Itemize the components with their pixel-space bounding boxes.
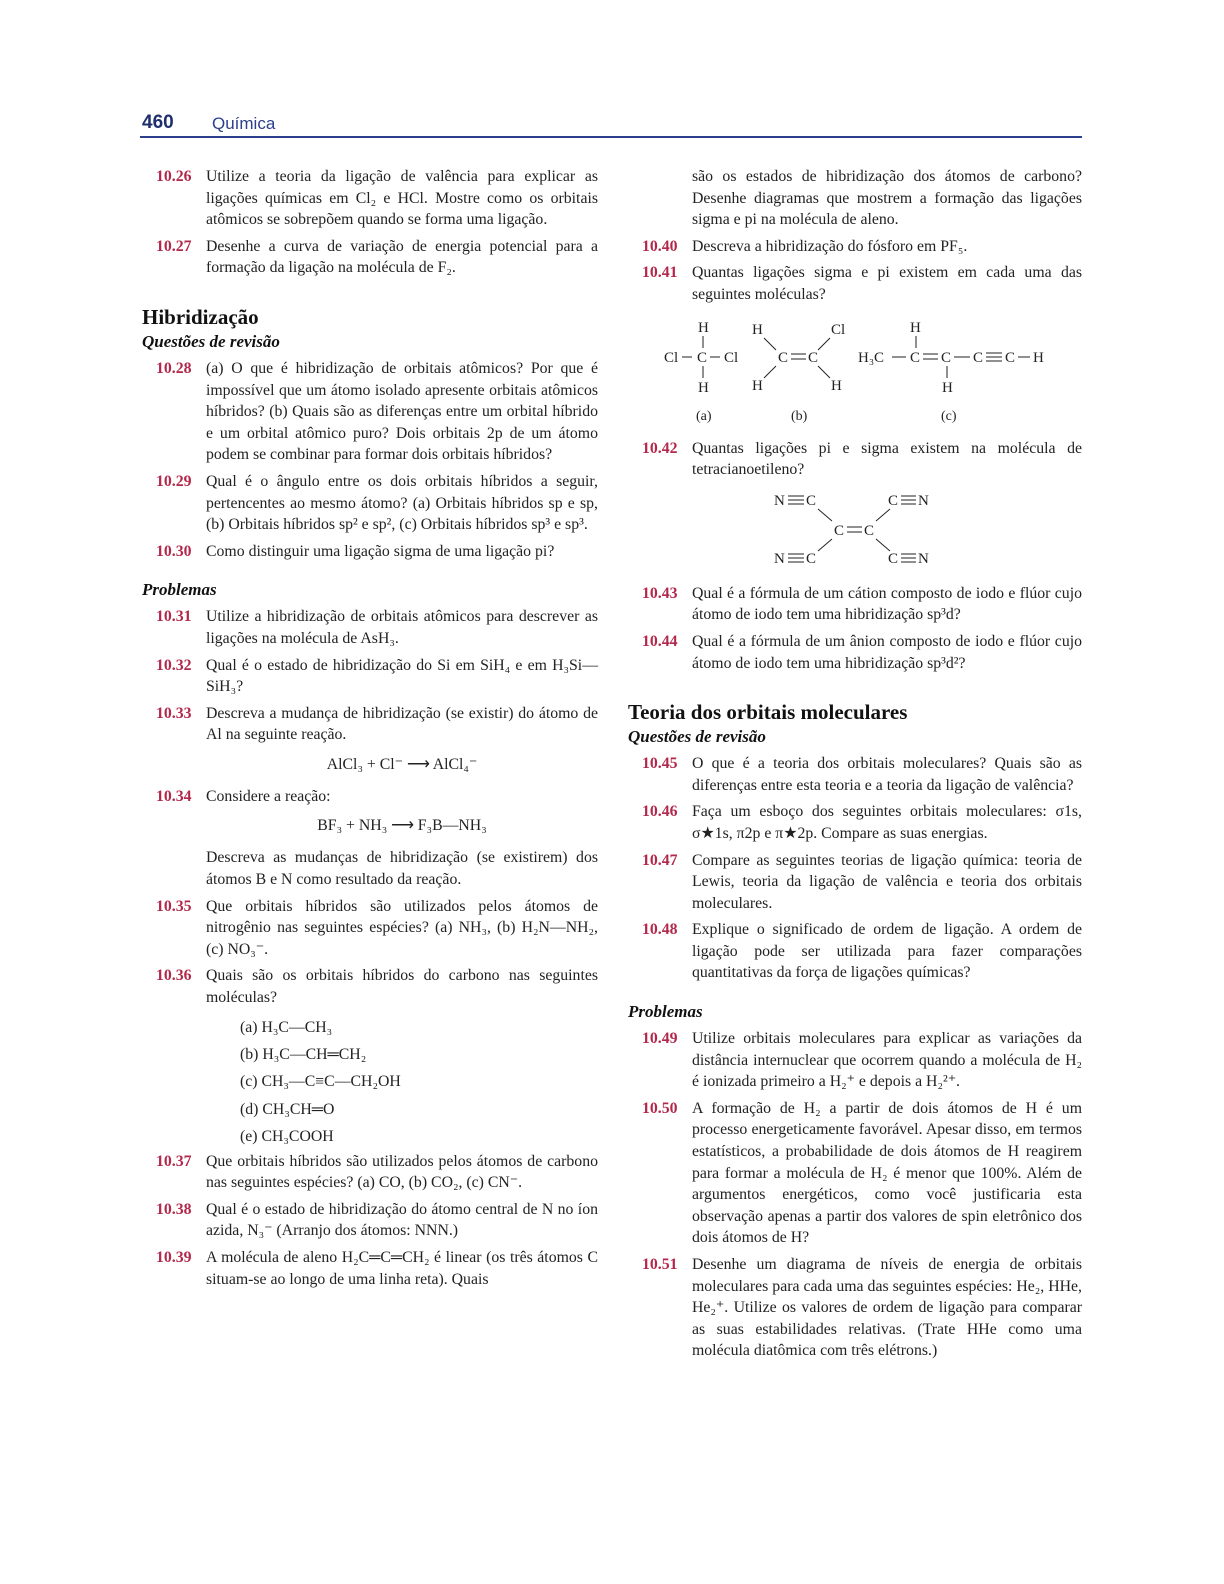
atom-label: C <box>834 522 845 539</box>
atom-label: C <box>778 349 789 366</box>
question-10-32 <box>142 655 598 698</box>
question-10-40 <box>628 236 1082 258</box>
question-10-39-continuation: são os estados de hibridização dos átomos de carbono? Desenhe diagramas que mostrem a formação das ligações sigma e pi na molécula de aleno. <box>692 168 1082 229</box>
subheading-problems: Problemas <box>628 1002 703 1022</box>
question-number: 10.28 <box>156 359 192 377</box>
list-item: (b) H₃C—CH═CH₂ <box>240 1046 367 1064</box>
question-10-48 <box>628 919 1082 984</box>
question-10-34 <box>142 786 598 808</box>
question-number: 10.48 <box>642 921 678 939</box>
atom-label: C <box>806 492 817 509</box>
atom-label: C <box>910 349 921 366</box>
question-10-38 <box>142 1199 598 1242</box>
list-item: (c) CH₃—C≡C—CH₂OH <box>240 1073 401 1091</box>
atom-label: H <box>910 319 921 336</box>
question-text: Qual é o estado de hibridização do átomo central de N no íon azida, N₃⁻ (Arranjo dos átomos: NNN.) <box>206 1200 598 1240</box>
question-number: 10.39 <box>156 1249 192 1267</box>
question-text: Explique o significado de ordem de ligação. A ordem de ligação pode ser utilizada para fazer comparações quantitativas da força de ligações químicas? <box>692 921 1082 982</box>
question-text: Quais são os orbitais híbridos do carbono nas seguintes moléculas? <box>206 967 598 1007</box>
question-number: 10.26 <box>156 168 192 185</box>
question-number: 10.29 <box>156 472 192 490</box>
question-text: (a) O que é hibridização de orbitais atômicos? Por que é impossível que um átomo isolado apresente orbitais atômicos híbridos? (b) Quais são as diferenças entre um orbital híbrido e um orbital atômico puro? Dois orbitais 2p de um átomo podem se combinar para formar dois orbitais híbridos? <box>206 359 598 464</box>
book-title: Química <box>212 114 276 133</box>
equation-10-34: BF₃ + NH₃ ⟶ F₃B—NH₃ <box>317 817 487 835</box>
question-text: Utilize a teoria da ligação de valência para explicar as ligações químicas em Cl₂ e HCl. Mostre como os orbitais atômicos se sobrepõem quando se forma uma ligação. <box>206 168 598 229</box>
question-10-36 <box>142 965 598 1008</box>
question-10-44 <box>628 631 1082 674</box>
question-10-37 <box>142 1151 598 1194</box>
atom-label: Cl <box>664 349 679 366</box>
list-item: (d) CH₃CH═O <box>240 1100 335 1118</box>
atom-label: H <box>831 377 842 394</box>
molecule-label-b: (b) <box>791 408 808 424</box>
question-10-49 <box>628 1028 1082 1093</box>
question-number: 10.51 <box>642 1256 678 1273</box>
atom-label: Cl <box>831 321 846 338</box>
question-10-33 <box>142 703 598 746</box>
section-heading-mo-theory: Teoria dos orbitais moleculares <box>628 700 908 725</box>
question-text: Descreva a hibridização do fósforo em PF₅. <box>692 237 968 255</box>
question-number: 10.41 <box>642 264 678 282</box>
question-number: 10.44 <box>642 632 678 650</box>
question-text: Qual é a fórmula de um ânion composto de iodo e flúor cujo átomo de iodo tem uma hibridização sp³d²? <box>692 632 1082 672</box>
question-number: 10.50 <box>642 1099 678 1117</box>
list-item: (a) H₃C—CH₃ <box>240 1018 333 1036</box>
question-text: Utilize orbitais moleculares para explicar as variações da distância internuclear que ocorrem quando a molécula de H₂ é ionizada primeiro a H₂⁺ e depois a H₂²⁺. <box>692 1030 1082 1091</box>
atom-label: C <box>808 349 819 366</box>
subheading-review: Questões de revisão <box>628 727 766 747</box>
right-column <box>628 166 1082 1367</box>
question-10-45 <box>628 753 1082 796</box>
question-text: Quantas ligações sigma e pi existem em cada uma das seguintes moléculas? <box>692 264 1082 303</box>
question-number: 10.38 <box>156 1200 192 1218</box>
question-10-34-continuation: Descreva as mudanças de hibridização (se existirem) dos átomos B e N como resultado da reação. <box>206 849 598 889</box>
question-text: A formação de H₂ a partir de dois átomos de H é um processo energeticamente favorável. Apesar disso, em termos estatísticos, a probabilidade de dois átomos de H reagirem para formar a molécula de H₂ é menor que 100%. Além de argumentos energéticos, como você justificaria esta observação apenas a partir dos valores de spin eletrônico dos dois átomos de H? <box>692 1099 1082 1247</box>
question-text: Compare as seguintes teorias de ligação química: teoria de Lewis, teoria da ligação de valência e teoria dos orbitais moleculares. <box>692 851 1082 912</box>
question-text: Desenhe um diagrama de níveis de energia de orbitais moleculares para cada uma das seguintes espécies: He₂, HHe, He₂⁺. Utilize os valores de ordem de ligação para comparar as suas estabilidades relativas. (Trate HHe como uma molécula diatômica com três elétrons.) <box>692 1256 1082 1360</box>
subheading-review: Questões de revisão <box>142 331 280 351</box>
question-10-35 <box>142 896 598 961</box>
question-10-26 <box>142 166 598 231</box>
question-10-30 <box>142 541 598 563</box>
structure-drawing <box>628 312 1082 428</box>
question-number: 10.30 <box>156 542 192 560</box>
question-number: 10.31 <box>156 608 192 626</box>
molecule-label-c: (c) <box>941 408 957 424</box>
atom-label: H <box>698 379 709 396</box>
atom-label: C <box>697 349 708 366</box>
atom-label: N <box>918 550 929 567</box>
question-text: Faça um esboço dos seguintes orbitais moleculares: σ1s, σ★1s, π2p e π★2p. Compare as suas energias. <box>692 803 1082 842</box>
question-number: 10.45 <box>642 755 678 773</box>
atom-label: H <box>942 379 953 396</box>
question-10-31 <box>142 606 598 649</box>
atom-label: C <box>1005 349 1016 366</box>
list-item: (e) CH₃COOH <box>240 1128 334 1146</box>
atom-label: H <box>1033 349 1044 366</box>
question-number: 10.40 <box>642 237 678 255</box>
atom-label: H <box>752 321 763 338</box>
question-10-27 <box>142 236 598 279</box>
atom-label: N <box>774 550 785 567</box>
page-number: 460 <box>142 112 174 133</box>
atom-label: C <box>888 492 899 509</box>
section-heading-hybridization: Hibridização <box>142 304 259 329</box>
question-text: Descreva a mudança de hibridização (se existir) do átomo de Al na seguinte reação. <box>206 704 598 744</box>
question-text: O que é a teoria dos orbitais moleculares? Quais são as diferenças entre esta teoria e a teoria da ligação de valência? <box>692 755 1082 794</box>
question-text: Qual é o estado de hibridização do Si em SiH₄ e em H₃Si—SiH₃? <box>206 656 598 696</box>
question-number: 10.36 <box>156 967 192 985</box>
atom-label: H₃C <box>858 349 885 366</box>
question-text: Utilize a hibridização de orbitais atômicos para descrever as ligações na molécula de AsH₃. <box>206 608 598 647</box>
question-text: Desenhe a curva de variação de energia potencial para a formação da ligação na molécula de F₂. <box>206 237 598 277</box>
atom-label: H <box>698 319 709 336</box>
page-header <box>140 110 1082 138</box>
question-number: 10.42 <box>642 439 678 457</box>
question-number: 10.27 <box>156 237 192 255</box>
question-10-41 <box>628 262 1082 305</box>
question-10-29 <box>142 471 598 536</box>
atom-label: C <box>806 550 817 567</box>
question-10-50 <box>628 1098 1082 1249</box>
atom-label: C <box>941 349 952 366</box>
subheading-problems: Problemas <box>142 580 217 600</box>
atom-label: N <box>918 492 929 509</box>
question-text: Qual é a fórmula de um cátion composto de iodo e flúor cujo átomo de iodo tem uma hibridização sp³d? <box>692 584 1082 624</box>
question-10-42 <box>628 438 1082 481</box>
question-number: 10.32 <box>156 656 192 674</box>
atom-label: C <box>973 349 984 366</box>
question-10-51 <box>628 1254 1082 1362</box>
tetracyanoethylene-structure <box>628 487 1082 573</box>
question-text: A molécula de aleno H₂C═C═CH₂ é linear (os três átomos C situam-se ao longo de uma linha reta). Quais <box>206 1249 598 1288</box>
question-text: Considere a reação: <box>206 787 331 805</box>
question-10-46 <box>628 801 1082 844</box>
question-10-28 <box>142 358 598 466</box>
question-10-47 <box>628 850 1082 915</box>
structure-drawing <box>628 487 1082 573</box>
question-number: 10.46 <box>642 803 678 821</box>
question-10-39 <box>142 1247 598 1290</box>
atom-label: Cl <box>724 349 739 366</box>
atom-label: N <box>774 492 785 509</box>
atom-label: C <box>888 550 899 567</box>
question-number: 10.47 <box>642 851 678 869</box>
question-text: Como distinguir uma ligação sigma de uma ligação pi? <box>206 542 555 560</box>
molecule-structures-10-41 <box>628 312 1082 428</box>
left-column <box>142 166 598 1295</box>
question-text: Que orbitais híbridos são utilizados pelos átomos de carbono nas seguintes espécies? (a) CO, (b) CO₂, (c) CN⁻. <box>206 1152 598 1192</box>
atom-label: C <box>864 522 875 539</box>
question-text: Quantas ligações pi e sigma existem na molécula de tetracianoetileno? <box>692 439 1082 479</box>
question-number: 10.37 <box>156 1152 192 1170</box>
question-number: 10.35 <box>156 897 192 915</box>
atom-label: H <box>752 377 763 394</box>
question-number: 10.49 <box>642 1030 678 1048</box>
equation-10-33: AlCl₃ + Cl⁻ ⟶ AlCl₄⁻ <box>326 755 478 773</box>
question-text: Qual é o ângulo entre os dois orbitais híbridos a seguir, pertencentes ao mesmo átomo? (a) Orbitais híbridos sp e sp, (b) Orbitais híbridos sp² e sp², (c) Orbitais híbridos sp³ e sp³. <box>206 472 598 534</box>
question-number: 10.33 <box>156 704 192 722</box>
question-10-43 <box>628 583 1082 626</box>
question-number: 10.34 <box>156 787 192 805</box>
question-10-36-items <box>142 1014 598 1151</box>
question-number: 10.43 <box>642 584 678 602</box>
molecule-label-a: (a) <box>696 408 712 424</box>
question-text: Que orbitais híbridos são utilizados pelos átomos de nitrogênio nas seguintes espécies? (a) NH₃, (b) H₂N—NH₂, (c) NO₃⁻. <box>206 897 598 958</box>
